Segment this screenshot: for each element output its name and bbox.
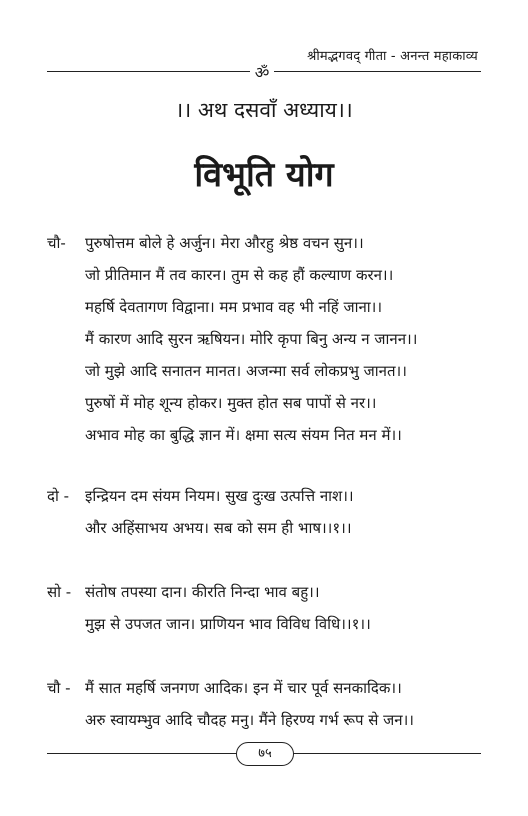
verse-line xyxy=(0,263,528,295)
verse-line xyxy=(0,676,528,708)
running-header: श्रीमद्भगवद् गीता - अनन्त महाकाव्य xyxy=(307,49,478,64)
verse-text: मैं कारण आदि सुरन ऋषियन। मोरि कृपा बिनु अन्य न जानन।। xyxy=(85,330,418,348)
verse-line xyxy=(0,612,528,644)
verse-line xyxy=(0,484,528,516)
stanza-doha xyxy=(0,484,528,548)
verse-marker: सो - xyxy=(47,583,72,601)
stanza-chaupai-1 xyxy=(0,231,528,455)
verse-text: पुरुषों में मोह शून्य होकर। मुक्त होत सब पापों से नर।। xyxy=(85,394,377,412)
verse-text: जो मुझे आदि सनातन मानत। अजन्मा सर्व लोकप्रभु जानत।। xyxy=(85,362,407,380)
verse-line xyxy=(0,359,528,391)
verse-line xyxy=(0,423,528,455)
verse-text: मैं सात महर्षि जनगण आदिक। इन में चार पूर्व सनकादिक।। xyxy=(85,679,402,697)
verse-marker: चौ - xyxy=(47,679,71,697)
verse-text: और अहिंसाभय अभय। सब को सम ही भाष।।१।। xyxy=(85,519,352,537)
page-number: ७५ xyxy=(236,742,294,766)
verse-line xyxy=(0,580,528,612)
chapter-label: ।। अथ दसवाँ अध्याय।। xyxy=(175,98,353,122)
verse-text: महर्षि देवतागण विद्वाना। मम प्रभाव वह भी नहिं जाना।। xyxy=(85,298,383,316)
verse-marker: दो - xyxy=(47,487,70,505)
verse-text: जो प्रीतिमान मैं तव कारन। तुम से कह हौं कल्याण करन।। xyxy=(85,266,394,284)
verse-text: अभाव मोह का बुद्धि ज्ञान में। क्षमा सत्य संयम नित मन में।। xyxy=(85,426,402,444)
chapter-title: विभूति योग xyxy=(194,155,334,195)
verse-line xyxy=(0,391,528,423)
verse-line xyxy=(0,295,528,327)
verse-line xyxy=(0,516,528,548)
verse-marker: चौ- xyxy=(47,234,66,252)
verse-line xyxy=(0,327,528,359)
om-ornament-icon: ॐ xyxy=(250,62,274,84)
verse-text: संतोष तपस्या दान। कीरति निन्दा भाव बहु।। xyxy=(85,583,320,601)
verse-text: पुरुषोत्तम बोले हे अर्जुन। मेरा औरहु श्रेष्ठ वचन सुन।। xyxy=(85,234,364,252)
verse-text: अरु स्वायम्भुव आदि चौदह मनु। मैंने हिरण्य गर्भ रूप से जन।। xyxy=(85,711,414,729)
verse-text: इन्द्रियन दम संयम नियम। सुख दुःख उत्पत्ति नाश।। xyxy=(85,487,354,505)
verse-line xyxy=(0,231,528,263)
stanza-soratha xyxy=(0,580,528,644)
verse-text: मुझ से उपजत जान। प्राणियन भाव विविध विधि।।१।। xyxy=(85,615,371,633)
stanza-chaupai-2 xyxy=(0,676,528,740)
verse-line xyxy=(0,708,528,740)
